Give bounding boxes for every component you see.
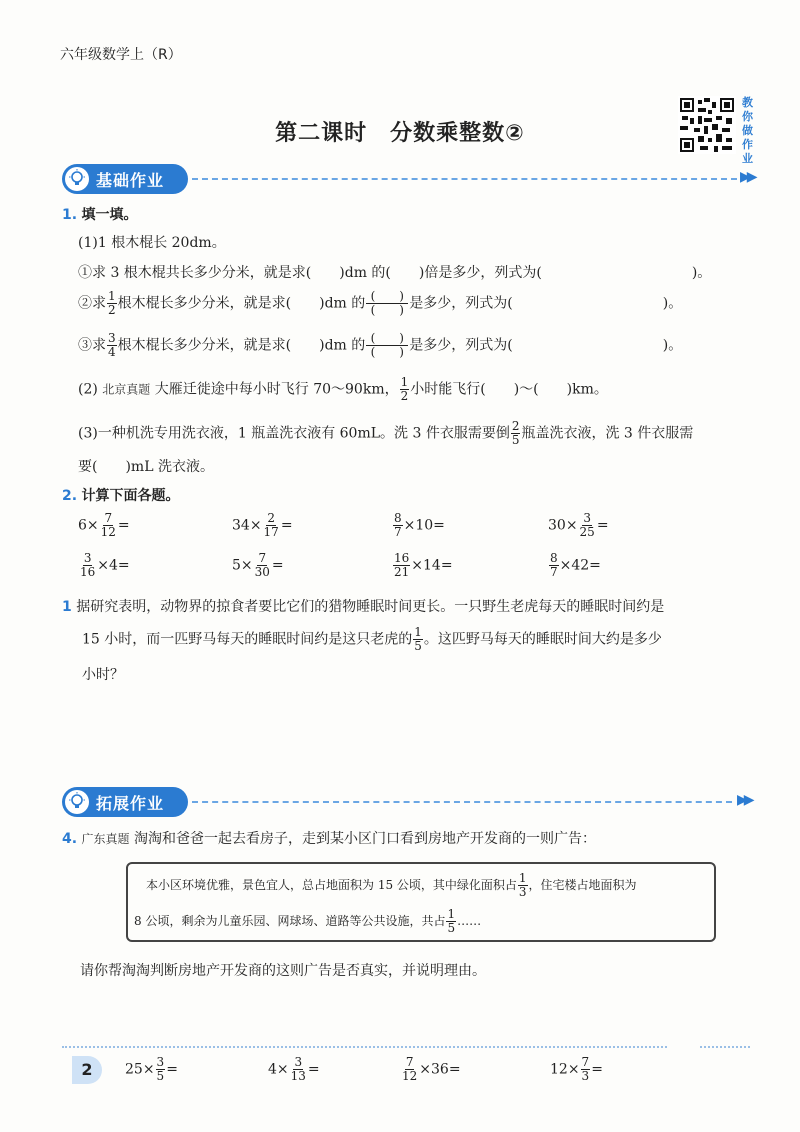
double-arrow-icon: ▶▶ (740, 169, 754, 185)
q3-line1: 1 据研究表明，动物界的掠食者要比它们的猎物睡眠时间更长。一只野生老虎每天的睡眠时间约是 (62, 599, 665, 615)
section-title-basic: 基础作业 (96, 171, 165, 190)
q2-expression: 6× $\frac{7}{12}$ = (78, 511, 130, 539)
qr-caption: 教 你 做 作 业 (742, 96, 753, 165)
footer-divider (62, 1046, 667, 1048)
lesson-title: 第二课时 分数乘整数② (275, 121, 525, 146)
q3-line3: 小时？ (82, 667, 124, 683)
fraction-blank[interactable]: $\frac{( )}{( )}$ (366, 290, 408, 317)
exam-source-tag: 北京真题 (102, 382, 151, 397)
q2-expression: $\frac{16}{21}$ ×14= (394, 551, 453, 579)
q3-answer-area[interactable] (82, 690, 762, 780)
q2-expression: $\frac{8}{7}$ ×42= (550, 551, 601, 579)
section-title-extended: 拓展作业 (96, 794, 165, 813)
qr-code-icon[interactable] (678, 96, 736, 154)
ad-line-1: 本小区环境优雅，景色宜人，总占地面积为 15 公顷，其中绿化面积占 $\frac{1}{3}$ ，住宅楼占地面积为 (146, 871, 637, 899)
footer-expression: 12× $\frac{7}{3}$ = (550, 1055, 603, 1083)
fraction: $\frac{2}{5}$ (511, 419, 520, 447)
grade-title: 六年级数学上（R） (60, 47, 182, 63)
banner-pill (62, 164, 188, 194)
footer-expression: 4× $\frac{3}{13}$ = (268, 1055, 320, 1083)
q1-heading: 1. 填一填。 (62, 207, 138, 223)
q4-answer-area[interactable] (80, 984, 760, 1036)
fraction: $\frac{7}{3}$ (581, 1055, 590, 1083)
section-banner-extended (62, 787, 762, 817)
fraction: $\frac{1}{5}$ (414, 625, 422, 653)
advertisement-box (126, 862, 716, 942)
dashed-divider (192, 801, 732, 803)
fraction: $\frac{7}{12}$ (402, 1055, 418, 1083)
fraction: $\frac{3}{13}$ (290, 1055, 306, 1083)
fraction: $\frac{3}{25}$ (579, 511, 595, 539)
q4-question: 请你帮淘淘判断房地产开发商的这则广告是否真实，并说明理由。 (80, 963, 486, 979)
fraction: $\frac{2}{17}$ (263, 511, 279, 539)
fraction: $\frac{1}{5}$ (447, 907, 456, 935)
banner-pill (62, 787, 188, 817)
fraction: $\frac{1}{2}$ (108, 289, 116, 317)
fraction: $\frac{8}{7}$ (550, 551, 558, 579)
fraction: $\frac{3}{16}$ (80, 551, 96, 579)
footer-divider (700, 1046, 750, 1048)
lightbulb-icon (65, 790, 89, 814)
q1-part3: (3)一种机洗专用洗衣液，1 瓶盖洗衣液有 60mL。洗 3 件衣服需要倒 $\frac{2}{5}$ 瓶盖洗衣液，洗 3 件衣服需 (78, 419, 694, 447)
lightbulb-icon (65, 167, 89, 191)
q2-expression: 5× $\frac{7}{30}$ = (232, 551, 284, 579)
section-banner-basic (62, 164, 762, 194)
fraction: $\frac{1}{3}$ (518, 871, 527, 899)
fraction: $\frac{1}{2}$ (400, 375, 409, 403)
q1-part1-intro: (1)1 根木棍长 20dm。 (78, 235, 226, 251)
fraction: $\frac{8}{7}$ (394, 511, 402, 539)
q2-expression: $\frac{8}{7}$ ×10= (394, 511, 445, 539)
ad-line-2: 8 公顷，剩余为儿童乐园、网球场、道路等公共设施，共占 $\frac{1}{5}$ …… (134, 907, 482, 935)
dashed-divider (192, 178, 737, 180)
q1-part1-c: ③求 $\frac{3}{4}$ 根木棍长多少分米，就是求( )dm 的 $\frac{( )}{( )}$ 是多少，列式为( )。 (78, 331, 683, 359)
fraction: $\frac{16}{21}$ (394, 551, 410, 579)
footer-expression: $\frac{7}{12}$ ×36= (402, 1055, 461, 1083)
q2-expression: 34× $\frac{2}{17}$ = (232, 511, 293, 539)
exam-source-tag: 广东真题 (81, 832, 130, 846)
fraction: $\frac{7}{12}$ (100, 511, 116, 539)
q3-line2: 15 小时，而一匹野马每天的睡眠时间约是这只老虎的 $\frac{1}{5}$ 。这匹野马每天的睡眠时间大约是多少 (82, 625, 662, 653)
fraction-blank[interactable]: $\frac{( )}{( )}$ (366, 332, 408, 359)
fraction: $\frac{3}{5}$ (156, 1055, 165, 1083)
q2-heading: 2. 计算下面各题。 (62, 488, 180, 504)
q1-part1-a: ①求 3 根木棍共长多少分米，就是求( )dm 的( )倍是多少，列式为( )。 (78, 265, 712, 281)
q2-expression: $\frac{3}{16}$ ×4= (80, 551, 130, 579)
fraction: $\frac{3}{4}$ (108, 331, 116, 359)
page-number: 2 (72, 1056, 102, 1084)
q1-part1-b: ②求 $\frac{1}{2}$ 根木棍长多少分米，就是求( )dm 的 $\frac{( )}{( )}$ 是多少，列式为( )。 (78, 289, 683, 317)
q1-part2: (2) 北京真题 大雁迁徙途中每小时飞行 70～90km， $\frac{1}{2}$ 小时能飞行( )～( )km。 (78, 375, 608, 403)
fraction: $\frac{7}{30}$ (254, 551, 270, 579)
q4-intro: 4. 广东真题 淘淘和爸爸一起去看房子，走到某小区门口看到房地产开发商的一则广告： (62, 831, 596, 847)
double-arrow-icon: ▶▶ (737, 792, 751, 808)
footer-expression: 25× $\frac{3}{5}$ = (125, 1055, 178, 1083)
q1-part3-line2: 要( )mL 洗衣液。 (78, 459, 214, 475)
q2-expression: 30× $\frac{3}{25}$ = (548, 511, 609, 539)
